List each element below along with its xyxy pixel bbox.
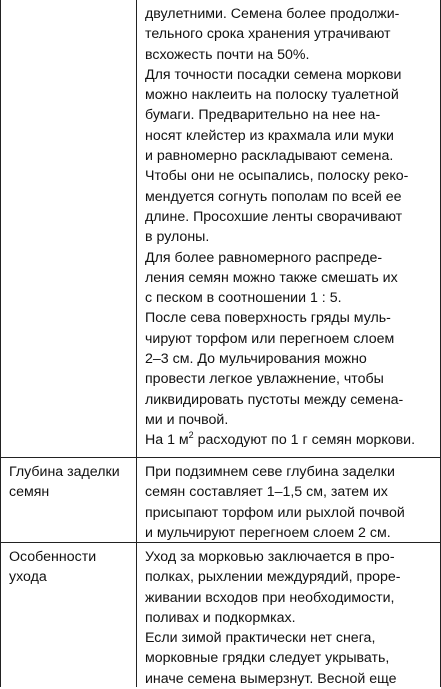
text-line-seed-rate <box>145 430 437 450</box>
text-line: живании всходов при необходимости, <box>145 589 395 606</box>
text-line: мендуется согнуть пополам по всей ее <box>145 188 402 205</box>
text-line: провести легкое увлажнение, чтобы <box>145 371 384 388</box>
text-line: При подзимнем севе глубина заделки <box>145 464 395 480</box>
text-line: ликвидировать пустоты между семена- <box>145 391 404 408</box>
text-line: ми и почвой. <box>145 411 229 428</box>
table-border-left <box>0 0 1 687</box>
row-divider-1 <box>0 457 441 458</box>
text-line: После сева поверхность гряды муль- <box>145 310 391 327</box>
text-line: можно наклеить на полоску туалетной <box>145 87 399 104</box>
text-line: и равномерно раскладывают семена. <box>145 148 394 165</box>
text-line: чируют торфом или перегноем слоем <box>145 330 395 347</box>
text-line: иначе семена вымерзнут. Весной еще <box>145 670 397 687</box>
text-line: с песком в соотношении 1 : 5. <box>145 290 342 307</box>
text-line: Если зимой практически нет снега, <box>145 630 376 647</box>
text-line: присыпают торфом или рыхлой почвой <box>145 504 405 521</box>
row2-description <box>145 462 437 543</box>
row1-description <box>145 4 437 451</box>
text-line: Для точности посадки семена моркови <box>145 66 402 83</box>
label-line: Глубина заделки <box>9 464 120 480</box>
seed-rate-before: На 1 м <box>145 432 189 449</box>
text-line: в рулоны. <box>145 229 210 246</box>
text-line: и мульчируют перегноем слоем 2 см. <box>145 524 391 541</box>
text-line: поливах и подкормках. <box>145 609 296 626</box>
row2-label <box>9 462 133 503</box>
text-line: морковные грядки следует укрывать, <box>145 650 390 667</box>
text-line: бумаги. Предварительно на нее на- <box>145 107 381 124</box>
table-column-divider <box>136 0 137 687</box>
text-line: двулетними. Семена более продолжи- <box>145 6 400 22</box>
text-line: длине. Просохшие ленты сворачивают <box>145 208 403 225</box>
label-line: Особенности <box>9 549 97 565</box>
text-line: Для более равномерного распреде- <box>145 249 383 266</box>
text-line: полках, рыхлении междурядий, проре- <box>145 569 401 586</box>
text-line: ления семян можно также смешать их <box>145 269 398 286</box>
label-line: ухода <box>9 569 47 586</box>
label-line: семян <box>9 484 50 501</box>
text-line: 2–3 см. До мульчирования можно <box>145 351 367 368</box>
text-line: носят клейстер из крахмала или муки <box>145 127 394 144</box>
text-line: тельного срока хранения утрачивают <box>145 26 391 43</box>
text-line: Чтобы они не осыпались, полоску реко- <box>145 168 409 185</box>
text-line: всхожесть почти на 50%. <box>145 46 310 63</box>
row3-description <box>145 547 437 689</box>
seed-rate-superscript: 2 <box>188 430 194 441</box>
seed-rate-after: расходуют по 1 г семян моркови. <box>193 432 416 449</box>
text-line: семян составляет 1–1,5 см, затем их <box>145 484 388 501</box>
row3-label <box>9 547 133 588</box>
text-line: Уход за морковью заключается в про- <box>145 549 395 565</box>
